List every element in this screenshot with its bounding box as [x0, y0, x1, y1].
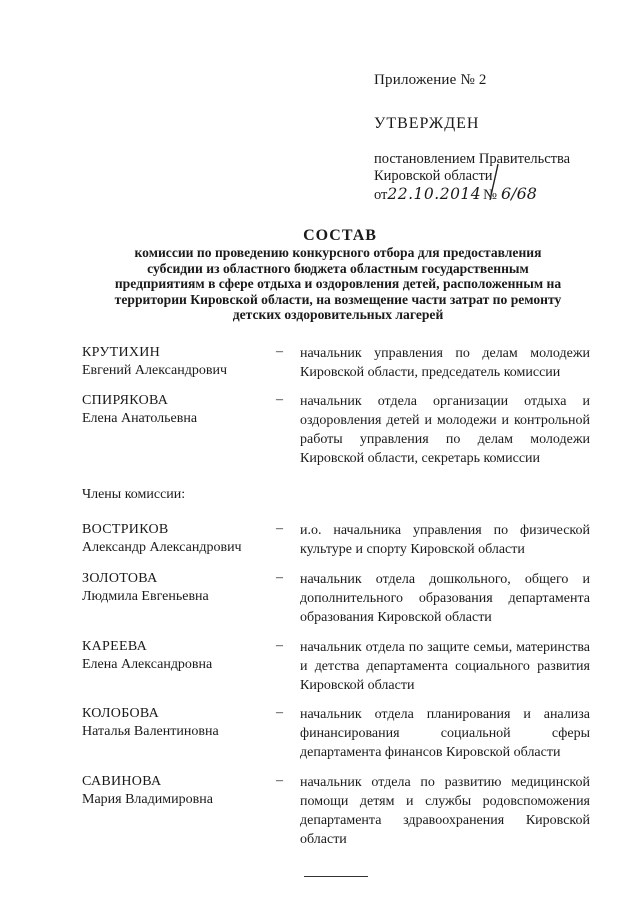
member-position: начальник управления по делам молодежи Кировской области, председатель комиссии	[300, 346, 590, 380]
number-prefix: №	[483, 187, 497, 203]
member-surname: САВИНОВА	[82, 774, 162, 789]
entry-dash: –	[276, 392, 283, 407]
entry-dash: –	[276, 570, 283, 585]
subtitle-line: предприятиям в сфере отдыха и оздоровления детей, расположенным на	[114, 276, 562, 291]
document-subtitle	[68, 245, 608, 323]
subtitle-line: субсидии из областного бюджета областным государственным	[147, 260, 529, 276]
entry-dash: –	[276, 344, 283, 359]
member-given-name: Людмила Евгеньевна	[82, 589, 209, 604]
member-name	[82, 638, 272, 674]
member-given-name: Елена Анатольевна	[82, 411, 198, 426]
member-given-name: Мария Владимировна	[82, 792, 213, 807]
document-title: СОСТАВ	[303, 227, 377, 244]
member-name	[82, 773, 272, 809]
member-position: начальник отдела организации отдыха и оздоровления детей и молодежи и контрольной работы управления по делам молодежи Кировской области, секретарь комиссии	[300, 394, 590, 466]
member-name	[82, 570, 272, 606]
member-surname: КАРЕЕВА	[82, 639, 148, 654]
approved-stamp-text: УТВЕРЖДЕН	[374, 115, 480, 132]
member-name	[82, 344, 272, 380]
entry-dash: –	[276, 521, 283, 536]
handwritten-date: 22.10.2014	[387, 185, 482, 203]
member-surname: КОЛОБОВА	[82, 706, 160, 721]
member-surname: ЗОЛОТОВА	[82, 571, 158, 586]
member-name	[82, 521, 272, 557]
member-position: начальник отдела дошкольного, общего и дополнительного образования департамента образования Кировской области	[300, 572, 590, 625]
member-given-name: Евгений Александрович	[82, 363, 228, 378]
appendix-label: Приложение № 2	[374, 72, 487, 88]
subtitle-line: комиссии по проведению конкурсного отбора для предоставления	[134, 245, 542, 260]
member-given-name: Александр Александрович	[82, 540, 242, 555]
member-given-name: Наталья Валентиновна	[82, 724, 219, 739]
subtitle-line: территории Кировской области, на возмещение части затрат по ремонту	[114, 291, 562, 307]
closing-rule	[304, 876, 368, 877]
date-prefix: от	[374, 187, 388, 203]
handwritten-number: 6/68	[501, 184, 537, 203]
handwritten-stroke-mark	[484, 162, 504, 202]
entry-dash: –	[276, 638, 283, 653]
member-surname: СПИРЯКОВА	[82, 393, 169, 408]
entry-dash: –	[276, 705, 283, 720]
member-position: начальник отдела по развитию медицинской помощи детям и службы родовспоможения департамента здравоохранения Кировской области	[300, 775, 590, 847]
members-section-label: Члены комиссии:	[82, 487, 186, 502]
member-surname: КРУТИХИН	[82, 345, 161, 360]
entry-dash: –	[276, 773, 283, 788]
member-name	[82, 705, 272, 741]
member-surname: ВОСТРИКОВ	[82, 522, 169, 537]
decree-line-2: Кировской области	[374, 168, 493, 184]
member-name	[82, 392, 272, 428]
subtitle-line: детских оздоровительных лагерей	[232, 307, 444, 322]
member-given-name: Елена Александровна	[82, 657, 213, 672]
member-position: начальник отдела по защите семьи, материнства и детства департамента социального развития Кировской области	[300, 640, 590, 693]
decree-line-1: постановлением Правительства	[374, 151, 571, 167]
member-position: начальник отдела планирования и анализа финансирования социальной сферы департамента финансов Кировской области	[300, 707, 590, 760]
member-position: и.о. начальника управления по физической культуре и спорту Кировской области	[300, 523, 590, 557]
